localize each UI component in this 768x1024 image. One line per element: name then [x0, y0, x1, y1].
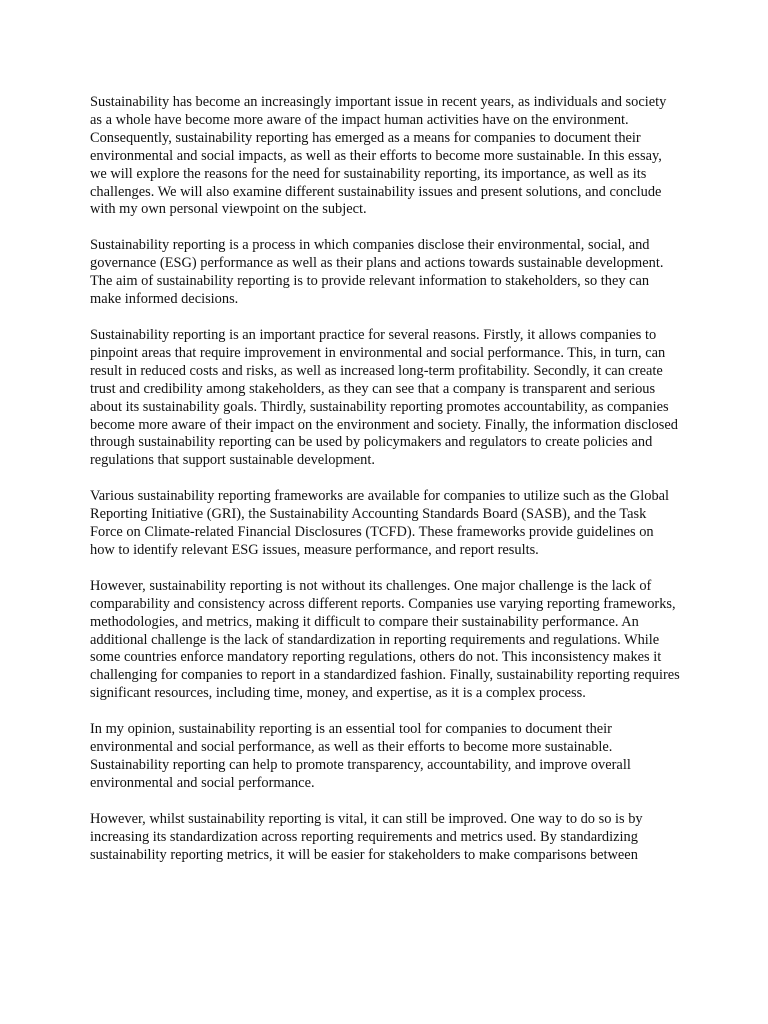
document-body [90, 94, 680, 883]
paragraph-introduction: Sustainability has become an increasingly important issue in recent years, as individuals and society as a whole have become more aware of the impact human activities have on the environment. Consequently, sustainability reporting has emerged as a means for companies to document their environmental and social impacts, as well as their efforts to become more sustainable. In this essay, we will explore the reasons for the need for sustainability reporting, its importance, as well as its challenges. We will also examine different sustainability issues and present solutions, and conclude with my own personal viewpoint on the subject. [90, 94, 667, 218]
paragraph-importance: Sustainability reporting is an important practice for several reasons. Firstly, it allows companies to pinpoint areas that require improvement in environmental and social performance. This, in turn, can result in reduced costs and risks, as well as increased long-term profitability. Secondly, it can create trust and credibility among stakeholders, as they can see that a company is transparent and serious about its sustainability goals. Thirdly, sustainability reporting promotes accountability, as companies become more aware of their impact on the environment and society. Finally, the information disclosed through sustainability reporting can be used by policymakers and regulators to create policies and regulations that support sustainable development. [90, 326, 678, 469]
paragraph-improvement: However, whilst sustainability reporting is vital, it can still be improved. One way to do so is by increasing its standardization across reporting requirements and metrics used. By standardizing sustainability reporting metrics, it will be easier for stakeholders to make comparisons between [90, 810, 643, 863]
paragraph-frameworks: Various sustainability reporting frameworks are available for companies to utilize such as the Global Reporting Initiative (GRI), the Sustainability Accounting Standards Board (SASB), and the Task Force on Climate-related Financial Disclosures (TCFD). These frameworks provide guidelines on how to identify relevant ESG issues, measure performance, and report results. [90, 488, 670, 558]
paragraph-challenges: However, sustainability reporting is not without its challenges. One major challenge is the lack of comparability and consistency across different reports. Companies use varying reporting frameworks, methodologies, and metrics, making it difficult to compare their sustainability performance. An additional challenge is the lack of standardization in reporting requirements and regulations. While some countries enforce mandatory reporting regulations, others do not. This inconsistency makes it challenging for companies to report in a standardized fashion. Finally, sustainability reporting requires significant resources, including time, money, and expertise, as it is a complex process. [90, 577, 680, 702]
paragraph-opinion: In my opinion, sustainability reporting is an essential tool for companies to document their environmental and social performance, as well as their efforts to become more sustainable. Sustainability reporting can help to promote transparency, accountability, and improve overall environmental and social performance. [90, 721, 631, 791]
paragraph-definition: Sustainability reporting is a process in which companies disclose their environmental, social, and governance (ESG) performance as well as their plans and actions towards sustainable development. The aim of sustainability reporting is to provide relevant information to stakeholders, so they can make informed decisions. [90, 237, 664, 308]
